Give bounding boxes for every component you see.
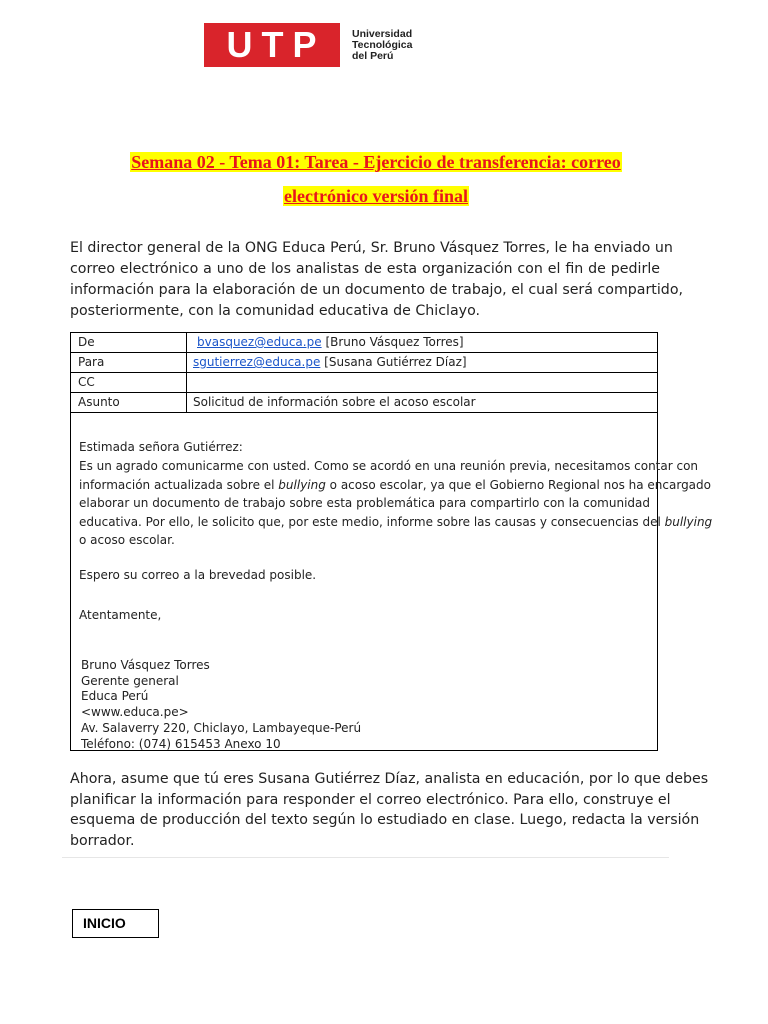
email-box bbox=[70, 332, 713, 751]
body-line: información actualizada sobre el bullying o acoso escolar, ya que el Gobierno Regional nos ha encargado bbox=[79, 477, 711, 492]
body-line: o acoso escolar. bbox=[79, 533, 175, 547]
email-hope-line: Espero su correo a la brevedad posible. bbox=[79, 568, 317, 582]
instructions-line: planificar la información para responder el correo electrónico. Para ello, construye el bbox=[70, 791, 671, 808]
logo-line-3: del Perú bbox=[352, 49, 394, 62]
utp-logo bbox=[204, 23, 412, 67]
instructions-line: borrador. bbox=[70, 832, 135, 849]
de-email-link[interactable]: bvasquez@educa.pe bbox=[197, 335, 322, 349]
logo-line-1: Universidad bbox=[352, 27, 413, 40]
title-line-1-text[interactable]: Semana 02 - Tema 01: Tarea - Ejercicio de transferencia: correo bbox=[131, 152, 621, 172]
inicio-button[interactable]: INICIO bbox=[72, 909, 159, 938]
asunto-label: Asunto bbox=[71, 393, 187, 412]
intro-line: posteriormente, con la comunidad educativa de Chiclayo. bbox=[70, 303, 481, 319]
intro-line: correo electrónico a uno de los analistas de esta organización con el fin de pedirle bbox=[70, 261, 660, 277]
para-name: [Susana Gutiérrez Díaz] bbox=[324, 355, 467, 369]
de-value bbox=[187, 333, 464, 352]
email-row-cc bbox=[71, 373, 657, 393]
logo-letters: UTP bbox=[226, 24, 326, 65]
signature-line: Av. Salaverry 220, Chiclayo, Lambayeque-Perú bbox=[81, 720, 362, 735]
email-greeting: Estimada señora Gutiérrez: bbox=[79, 440, 243, 454]
email-closing: Atentamente, bbox=[79, 608, 162, 622]
title-line-2-text[interactable]: electrónico versión final bbox=[284, 186, 468, 206]
signature-line: Gerente general bbox=[81, 673, 179, 688]
email-row-asunto bbox=[71, 393, 657, 413]
page-title-line-2[interactable] bbox=[70, 186, 682, 207]
asunto-value: Solicitud de información sobre el acoso escolar bbox=[193, 395, 476, 409]
divider bbox=[62, 857, 669, 858]
signature-line: Bruno Vásquez Torres bbox=[81, 658, 210, 672]
email-row-de bbox=[71, 333, 657, 353]
logo-mark bbox=[204, 23, 340, 67]
logo-wordmark bbox=[352, 29, 412, 62]
cc-label: CC bbox=[71, 373, 187, 392]
instructions-paragraph bbox=[70, 769, 709, 851]
signature-line: Educa Perú bbox=[81, 689, 149, 704]
signature-line: Teléfono: (074) 615453 Anexo 10 bbox=[81, 736, 281, 751]
email-signature bbox=[81, 658, 361, 752]
instructions-line: esquema de producción del texto según lo estudiado en clase. Luego, redacta la versión bbox=[70, 812, 700, 828]
para-label: Para bbox=[71, 353, 187, 372]
intro-paragraph bbox=[70, 238, 684, 322]
page-title-line-1[interactable] bbox=[70, 152, 682, 173]
intro-line: información para la elaboración de un documento de trabajo, el cual será compartido, bbox=[70, 282, 684, 298]
intro-line: El director general de la ONG Educa Perú, Sr. Bruno Vásquez Torres, le ha enviado un bbox=[70, 240, 673, 256]
de-name: [Bruno Vásquez Torres] bbox=[325, 335, 464, 349]
para-email-link[interactable]: sgutierrez@educa.pe bbox=[193, 355, 321, 369]
para-value bbox=[187, 353, 467, 372]
de-label: De bbox=[71, 333, 187, 352]
body-line: elaborar un documento de trabajo sobre esta problemática para compartirlo con la comunidad bbox=[79, 496, 650, 510]
email-row-para bbox=[71, 353, 657, 373]
signature-line: <www.educa.pe> bbox=[81, 705, 189, 720]
email-body-paragraph bbox=[79, 457, 713, 550]
instructions-line: Ahora, asume que tú eres Susana Gutiérrez Díaz, analista en educación, por lo que debes bbox=[70, 771, 709, 787]
body-line: Es un agrado comunicarme con usted. Como se acordó en una reunión previa, necesitamos contar con bbox=[79, 459, 699, 473]
logo-line-2: Tecnológica bbox=[352, 38, 413, 51]
cc-value bbox=[187, 373, 193, 392]
body-line: educativa. Por ello, le solicito que, por este medio, informe sobre las causas y consecuencias del bullying bbox=[79, 514, 713, 529]
